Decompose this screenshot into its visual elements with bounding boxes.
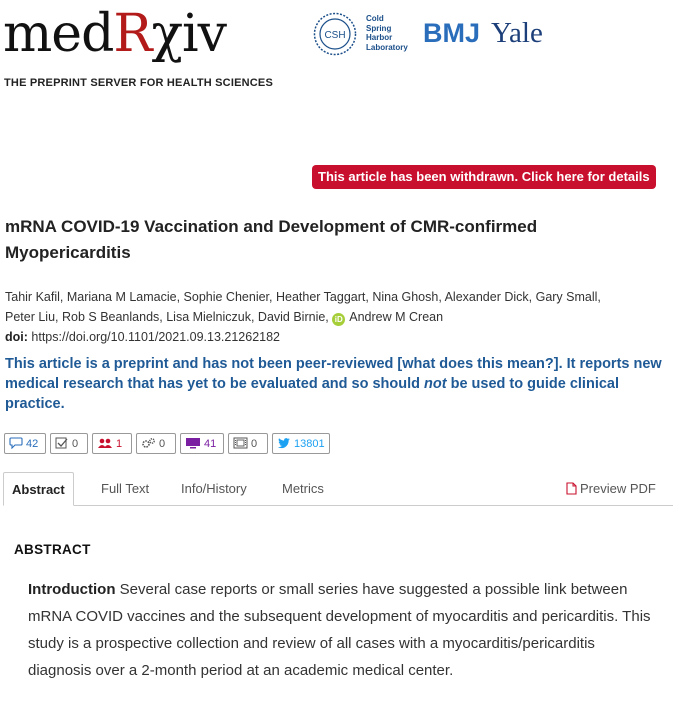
preview-pdf-link[interactable] xyxy=(566,481,656,496)
metric-value: 13801 xyxy=(294,438,325,450)
users-icon xyxy=(97,437,113,449)
bmj-logo[interactable]: BMJ xyxy=(423,18,481,48)
metric-value: 1 xyxy=(116,438,123,450)
logo-xiv: χiv xyxy=(151,4,227,64)
notice-text: . It reports new medical research that has yet to be evaluated and so should xyxy=(5,356,662,392)
notice-emphasis: not xyxy=(424,376,447,392)
film-icon xyxy=(233,437,248,449)
authors-line xyxy=(5,307,670,327)
metric-value: 0 xyxy=(159,438,166,450)
check-icon xyxy=(55,437,69,449)
orcid-icon[interactable]: iD xyxy=(332,313,345,326)
authors-line[interactable]: Tahir Kafil, Mariana M Lamacie, Sophie Chenier, Heather Taggart, Nina Ghosh, Alexander Dick, Gary Small, xyxy=(5,290,601,304)
site-header xyxy=(0,0,680,100)
notice-text: This article is a preprint and has not been peer-reviewed xyxy=(5,356,398,372)
author-last[interactable]: Andrew M Crean xyxy=(349,310,444,324)
intro-text: Several case reports or small series have suggested a possible link between mRNA COVID vaccines and the subsequent development of myocarditis and pericarditis. This study is a prospective collection and review of all cases with a myocarditis/pericarditis diagnosis over a 2-month period at an academic medical center. xyxy=(28,581,651,679)
reviews-badge[interactable] xyxy=(50,433,88,454)
csh-line: Spring xyxy=(366,23,392,33)
pdf-file-icon xyxy=(566,482,577,495)
tab-info-history[interactable]: Info/History xyxy=(181,481,247,496)
comments-badge[interactable] xyxy=(4,433,46,454)
tab-full-text[interactable]: Full Text xyxy=(101,481,150,496)
monitor-icon xyxy=(185,437,201,449)
article-title: mRNA COVID-19 Vaccination and Development of CMR-confirmed Myopericarditis xyxy=(5,217,538,262)
tweets-badge[interactable] xyxy=(272,433,330,454)
csh-line: Laboratory xyxy=(366,42,408,52)
tab-metrics[interactable]: Metrics xyxy=(282,481,324,496)
csh-seal-icon[interactable] xyxy=(313,12,357,56)
withdrawn-banner-button[interactable]: This article has been withdrawn. Click here for details xyxy=(312,165,656,189)
abstract-introduction xyxy=(28,576,658,684)
site-tagline: THE PREPRINT SERVER FOR HEALTH SCIENCES xyxy=(4,77,273,89)
csh-seal-text: CSH xyxy=(324,30,346,41)
metric-value: 41 xyxy=(204,438,217,450)
authors-badge[interactable] xyxy=(92,433,132,454)
media-badge[interactable] xyxy=(228,433,268,454)
twitter-icon xyxy=(277,437,291,449)
csh-name[interactable] xyxy=(366,14,408,52)
logo-r: R xyxy=(113,4,152,64)
doi-label: doi: xyxy=(5,330,28,344)
authors-line-2[interactable]: Peter Liu, Rob S Beanlands, Lisa Mielniczuk, David Birnie, xyxy=(5,310,329,324)
metric-value: 42 xyxy=(26,438,39,450)
what-does-this-mean-link[interactable]: [what does this mean?] xyxy=(397,356,559,372)
yale-logo[interactable]: Yale xyxy=(491,17,543,49)
csh-line: Harbor xyxy=(366,33,393,42)
medrxiv-logo[interactable] xyxy=(3,2,226,66)
preview-pdf-label: Preview PDF xyxy=(580,481,656,496)
tab-abstract[interactable]: Abstract xyxy=(3,472,74,506)
author-list xyxy=(5,287,670,327)
abstract-heading: ABSTRACT xyxy=(14,542,91,557)
metric-value: 0 xyxy=(251,438,258,450)
preprint-notice xyxy=(5,354,670,414)
related-badge[interactable] xyxy=(136,433,176,454)
intro-label: Introduction xyxy=(28,581,116,598)
csh-line: Cold xyxy=(366,14,384,23)
doi-link[interactable]: https://doi.org/10.1101/2021.09.13.21262182 xyxy=(31,330,280,344)
downloads-badge[interactable] xyxy=(180,433,224,454)
cogs-icon xyxy=(141,437,156,449)
logo-med: med xyxy=(3,4,114,64)
comment-icon xyxy=(9,437,23,449)
metric-value: 0 xyxy=(72,438,79,450)
doi-line xyxy=(5,330,280,344)
notice-text: be used to guide clinical practice. xyxy=(5,376,619,412)
